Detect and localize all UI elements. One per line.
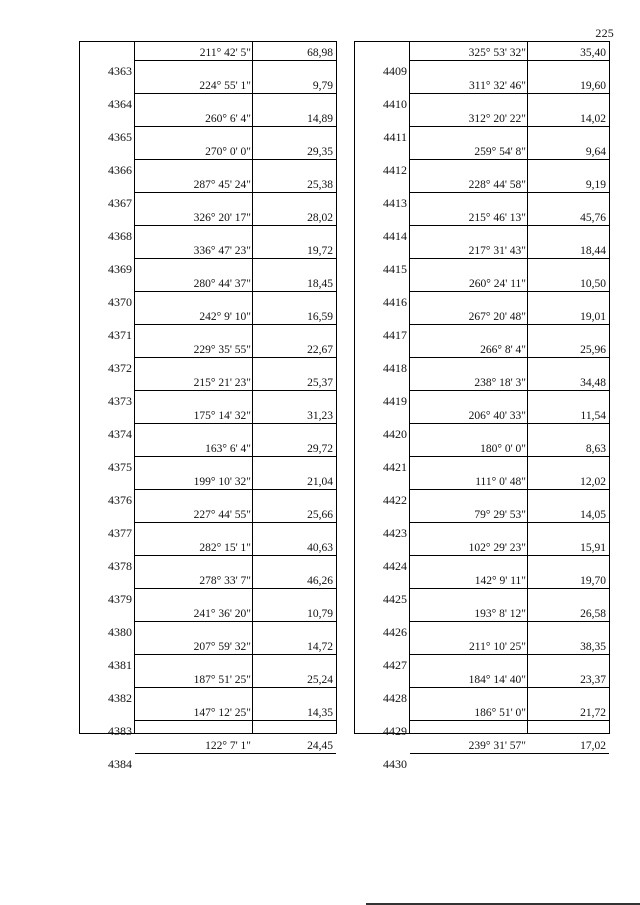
station-number: 4426 bbox=[383, 625, 407, 639]
station-number: 4373 bbox=[108, 394, 132, 408]
row-rule bbox=[410, 588, 609, 589]
bearing-angle: 280° 44' 37" bbox=[193, 278, 251, 290]
distance-value: 25,38 bbox=[307, 179, 333, 191]
station-number: 4365 bbox=[108, 130, 132, 144]
table-row bbox=[355, 373, 609, 406]
row-rule bbox=[410, 720, 609, 721]
distance-value: 68,98 bbox=[307, 47, 333, 59]
row-rule bbox=[135, 60, 336, 61]
row-rule bbox=[135, 390, 336, 391]
row-rule bbox=[135, 423, 336, 424]
table-row bbox=[80, 142, 336, 175]
row-rule bbox=[135, 258, 336, 259]
table-row bbox=[80, 604, 336, 637]
table-row bbox=[355, 76, 609, 109]
distance-value: 10,50 bbox=[580, 278, 606, 290]
row-rule bbox=[135, 720, 336, 721]
table-row bbox=[80, 505, 336, 538]
table-row bbox=[355, 472, 609, 505]
distance-value: 21,04 bbox=[307, 476, 333, 488]
table-row bbox=[355, 439, 609, 472]
distance-value: 10,79 bbox=[307, 608, 333, 620]
row-rule bbox=[135, 324, 336, 325]
bearing-angle: 206° 40' 33" bbox=[468, 410, 526, 422]
station-number: 4366 bbox=[108, 163, 132, 177]
row-rule bbox=[410, 60, 609, 61]
distance-value: 35,40 bbox=[580, 47, 606, 59]
bearing-angle: 187° 51' 25" bbox=[193, 674, 251, 686]
bearing-angle: 282° 15' 1" bbox=[199, 542, 251, 554]
distance-value: 21,72 bbox=[580, 707, 606, 719]
row-rule bbox=[410, 687, 609, 688]
table-row bbox=[355, 208, 609, 241]
distance-value: 26,58 bbox=[580, 608, 606, 620]
station-number: 4415 bbox=[383, 262, 407, 276]
row-rule bbox=[135, 522, 336, 523]
bearing-angle: 266° 8' 4" bbox=[480, 344, 526, 356]
bearing-angle: 163° 6' 4" bbox=[205, 443, 251, 455]
station-number: 4374 bbox=[108, 427, 132, 441]
table-row bbox=[80, 670, 336, 703]
table-row bbox=[80, 109, 336, 142]
station-number: 4412 bbox=[383, 163, 407, 177]
table-row bbox=[355, 736, 609, 769]
distance-value: 38,35 bbox=[580, 641, 606, 653]
row-rule bbox=[135, 555, 336, 556]
table-row bbox=[355, 307, 609, 340]
row-rule bbox=[135, 753, 336, 754]
distance-value: 29,35 bbox=[307, 146, 333, 158]
station-number: 4421 bbox=[383, 460, 407, 474]
distance-value: 28,02 bbox=[307, 212, 333, 224]
station-number: 4420 bbox=[383, 427, 407, 441]
distance-value: 19,70 bbox=[580, 575, 606, 587]
bearing-angle: 260° 24' 11" bbox=[469, 278, 526, 290]
row-rule bbox=[410, 126, 609, 127]
row-rule bbox=[410, 456, 609, 457]
table-row bbox=[80, 274, 336, 307]
distance-value: 14,05 bbox=[580, 509, 606, 521]
distance-value: 9,64 bbox=[585, 146, 606, 158]
distance-value: 12,02 bbox=[580, 476, 606, 488]
distance-value: 45,76 bbox=[580, 212, 606, 224]
bearing-angle: 311° 32' 46" bbox=[469, 80, 526, 92]
station-number: 4418 bbox=[383, 361, 407, 375]
station-number: 4367 bbox=[108, 196, 132, 210]
table-row bbox=[80, 76, 336, 109]
distance-value: 16,59 bbox=[307, 311, 333, 323]
bearing-angle: 242° 9' 10" bbox=[199, 311, 251, 323]
table-row bbox=[355, 670, 609, 703]
row-rule bbox=[410, 654, 609, 655]
bearing-angle: 142° 9' 11" bbox=[474, 575, 526, 587]
table-row bbox=[355, 637, 609, 670]
bearing-angle: 147° 12' 25" bbox=[193, 707, 251, 719]
distance-value: 14,35 bbox=[307, 707, 333, 719]
table-row bbox=[355, 142, 609, 175]
table-row bbox=[355, 538, 609, 571]
table-row bbox=[80, 439, 336, 472]
distance-value: 14,02 bbox=[580, 113, 606, 125]
distance-value: 15,91 bbox=[580, 542, 606, 554]
table-row bbox=[80, 736, 336, 769]
row-rule bbox=[410, 258, 609, 259]
row-rule bbox=[410, 423, 609, 424]
station-number: 4378 bbox=[108, 559, 132, 573]
distance-value: 11,54 bbox=[580, 410, 606, 422]
row-rule bbox=[135, 687, 336, 688]
bearing-angle: 238° 18' 3" bbox=[474, 377, 526, 389]
table-row bbox=[80, 406, 336, 439]
bearing-angle: 180° 0' 0" bbox=[480, 443, 526, 455]
table-row bbox=[355, 43, 609, 76]
station-number: 4427 bbox=[383, 658, 407, 672]
station-number: 4417 bbox=[383, 328, 407, 342]
distance-value: 40,63 bbox=[307, 542, 333, 554]
station-number: 4422 bbox=[383, 493, 407, 507]
table-row bbox=[80, 373, 336, 406]
table-row bbox=[80, 43, 336, 76]
bearing-angle: 211° 10' 25" bbox=[469, 641, 526, 653]
distance-value: 8,63 bbox=[585, 443, 606, 455]
row-rule bbox=[410, 192, 609, 193]
bearing-angle: 102° 29' 23" bbox=[468, 542, 526, 554]
table-row bbox=[80, 637, 336, 670]
table-row bbox=[355, 109, 609, 142]
left-traverse-table bbox=[79, 41, 337, 771]
station-number: 4413 bbox=[383, 196, 407, 210]
station-number: 4381 bbox=[108, 658, 132, 672]
bearing-angle: 239° 31' 57" bbox=[468, 740, 526, 752]
bearing-angle: 241° 36' 20" bbox=[193, 608, 251, 620]
row-rule bbox=[410, 522, 609, 523]
row-rule bbox=[135, 588, 336, 589]
bearing-angle: 211° 42' 5" bbox=[199, 47, 251, 59]
row-rule bbox=[410, 390, 609, 391]
table-row bbox=[355, 604, 609, 637]
bearing-angle: 227° 44' 55" bbox=[193, 509, 251, 521]
bearing-angle: 326° 20' 17" bbox=[193, 212, 251, 224]
table-row bbox=[80, 241, 336, 274]
station-number: 4428 bbox=[383, 691, 407, 705]
table-row bbox=[355, 505, 609, 538]
row-rule bbox=[135, 456, 336, 457]
bearing-angle: 193° 8' 12" bbox=[474, 608, 526, 620]
bearing-angle: 224° 55' 1" bbox=[199, 80, 251, 92]
row-rule bbox=[135, 159, 336, 160]
table-row bbox=[355, 340, 609, 373]
row-rule bbox=[135, 357, 336, 358]
table-row bbox=[355, 175, 609, 208]
table-row bbox=[80, 340, 336, 373]
bearing-angle: 325° 53' 32" bbox=[468, 47, 526, 59]
distance-value: 34,48 bbox=[580, 377, 606, 389]
station-number: 4369 bbox=[108, 262, 132, 276]
bearing-angle: 267° 20' 48" bbox=[468, 311, 526, 323]
table-row bbox=[355, 571, 609, 604]
row-rule bbox=[135, 192, 336, 193]
row-rule bbox=[135, 93, 336, 94]
station-number: 4371 bbox=[108, 328, 132, 342]
station-number: 4430 bbox=[383, 757, 407, 771]
row-rule bbox=[410, 93, 609, 94]
station-number: 4416 bbox=[383, 295, 407, 309]
distance-value: 14,89 bbox=[307, 113, 333, 125]
bearing-angle: 259° 54' 8" bbox=[474, 146, 526, 158]
row-rule bbox=[410, 225, 609, 226]
table-row bbox=[355, 274, 609, 307]
station-number: 4382 bbox=[108, 691, 132, 705]
bearing-angle: 175° 14' 32" bbox=[193, 410, 251, 422]
bearing-angle: 228° 44' 58" bbox=[468, 179, 526, 191]
table-row bbox=[80, 703, 336, 736]
bearing-angle: 270° 0' 0" bbox=[205, 146, 251, 158]
station-number: 4423 bbox=[383, 526, 407, 540]
distance-value: 46,26 bbox=[307, 575, 333, 587]
distance-value: 19,72 bbox=[307, 245, 333, 257]
bearing-angle: 111° 0' 48" bbox=[475, 476, 526, 488]
page-number: 225 bbox=[595, 26, 614, 40]
row-rule bbox=[410, 357, 609, 358]
bearing-angle: 122° 7' 1" bbox=[205, 740, 251, 752]
row-rule bbox=[135, 126, 336, 127]
station-number: 4372 bbox=[108, 361, 132, 375]
table-row bbox=[80, 307, 336, 340]
table-row bbox=[80, 208, 336, 241]
station-number: 4384 bbox=[108, 757, 132, 771]
row-rule bbox=[410, 621, 609, 622]
distance-value: 9,79 bbox=[312, 80, 333, 92]
row-rule bbox=[410, 159, 609, 160]
table-row bbox=[355, 241, 609, 274]
distance-value: 18,45 bbox=[307, 278, 333, 290]
bearing-angle: 278° 33' 7" bbox=[199, 575, 251, 587]
station-number: 4425 bbox=[383, 592, 407, 606]
bearing-angle: 217° 31' 43" bbox=[468, 245, 526, 257]
station-number: 4363 bbox=[108, 64, 132, 78]
table-row bbox=[355, 406, 609, 439]
bearing-angle: 215° 46' 13" bbox=[468, 212, 526, 224]
distance-value: 9,19 bbox=[585, 179, 606, 191]
bearing-angle: 199° 10' 32" bbox=[193, 476, 251, 488]
distance-value: 25,66 bbox=[307, 509, 333, 521]
row-rule bbox=[410, 555, 609, 556]
station-number: 4380 bbox=[108, 625, 132, 639]
station-number: 4370 bbox=[108, 295, 132, 309]
bearing-angle: 312° 20' 22" bbox=[468, 113, 526, 125]
bearing-angle: 336° 47' 23" bbox=[193, 245, 251, 257]
station-number: 4383 bbox=[108, 724, 132, 738]
table-row bbox=[80, 472, 336, 505]
table-row bbox=[80, 538, 336, 571]
station-number: 4409 bbox=[383, 64, 407, 78]
row-rule bbox=[135, 489, 336, 490]
station-number: 4410 bbox=[383, 97, 407, 111]
bearing-angle: 186° 51' 0" bbox=[474, 707, 526, 719]
station-number: 4368 bbox=[108, 229, 132, 243]
distance-value: 31,23 bbox=[307, 410, 333, 422]
distance-value: 29,72 bbox=[307, 443, 333, 455]
station-number: 4424 bbox=[383, 559, 407, 573]
right-traverse-table bbox=[354, 41, 610, 771]
row-rule bbox=[410, 291, 609, 292]
distance-value: 17,02 bbox=[580, 740, 606, 752]
station-number: 4429 bbox=[383, 724, 407, 738]
distance-value: 25,37 bbox=[307, 377, 333, 389]
station-number: 4411 bbox=[383, 130, 407, 144]
distance-value: 18,44 bbox=[580, 245, 606, 257]
distance-value: 19,60 bbox=[580, 80, 606, 92]
station-number: 4377 bbox=[108, 526, 132, 540]
bearing-angle: 207° 59' 32" bbox=[193, 641, 251, 653]
bearing-angle: 229° 35' 55" bbox=[193, 344, 251, 356]
station-number: 4419 bbox=[383, 394, 407, 408]
distance-value: 22,67 bbox=[307, 344, 333, 356]
station-number: 4376 bbox=[108, 493, 132, 507]
station-number: 4375 bbox=[108, 460, 132, 474]
bearing-angle: 79° 29' 53" bbox=[474, 509, 526, 521]
bearing-angle: 215° 21' 23" bbox=[193, 377, 251, 389]
bearing-angle: 184° 14' 40" bbox=[468, 674, 526, 686]
distance-value: 24,45 bbox=[307, 740, 333, 752]
distance-value: 23,37 bbox=[580, 674, 606, 686]
bearing-angle: 287° 45' 24" bbox=[193, 179, 251, 191]
distance-value: 25,24 bbox=[307, 674, 333, 686]
bearing-angle: 260° 6' 4" bbox=[205, 113, 251, 125]
station-number: 4364 bbox=[108, 97, 132, 111]
distance-value: 19,01 bbox=[580, 311, 606, 323]
distance-value: 25,96 bbox=[580, 344, 606, 356]
row-rule bbox=[410, 324, 609, 325]
table-row bbox=[355, 703, 609, 736]
row-rule bbox=[135, 225, 336, 226]
station-number: 4379 bbox=[108, 592, 132, 606]
row-rule bbox=[410, 753, 609, 754]
table-row bbox=[80, 571, 336, 604]
table-row bbox=[80, 175, 336, 208]
row-rule bbox=[410, 489, 609, 490]
distance-value: 14,72 bbox=[307, 641, 333, 653]
row-rule bbox=[135, 654, 336, 655]
row-rule bbox=[135, 621, 336, 622]
station-number: 4414 bbox=[383, 229, 407, 243]
row-rule bbox=[135, 291, 336, 292]
